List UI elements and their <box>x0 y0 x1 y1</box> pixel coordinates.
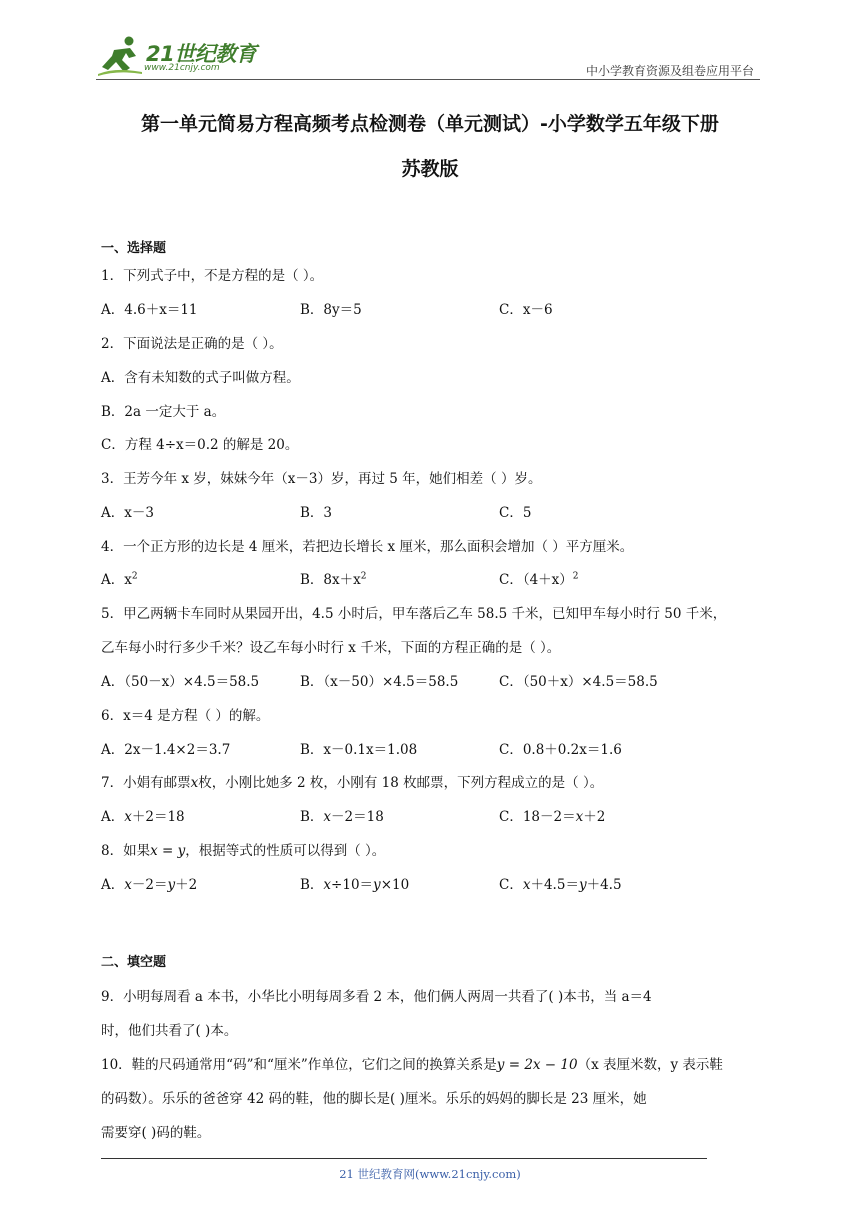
question-9-line1: 9．小明每周看 a 本书，小华比小明每周多看 2 本，他们俩人两周一共看了( )本书，当 a＝4 <box>101 989 652 1005</box>
q8-post: ，根据等式的性质可以得到（ ）。 <box>185 843 386 859</box>
q8b-pre: B． <box>300 877 324 893</box>
q4c-sup: 2 <box>572 571 579 582</box>
site-tagline: 中小学教育资源及组卷应用平台 <box>585 64 754 78</box>
q4c-text: C．（4＋x） <box>499 572 573 588</box>
q8-option-b <box>300 873 409 893</box>
footer-link[interactable]: 21 世纪教育网(www.21cnjy.com) <box>339 1167 521 1181</box>
question-2: 2．下面说法是正确的是（ ）。 <box>101 336 283 352</box>
question-10-line1 <box>101 1053 723 1073</box>
document-title: 第一单元简易方程高频考点检测卷（单元测试）-小学数学五年级下册 <box>141 113 719 135</box>
q8b-mid: ÷10＝ <box>331 877 374 893</box>
q7b-pre: B． <box>300 809 324 825</box>
q2-option-c: C．方程 4÷x＝0.2 的解是 20。 <box>101 437 299 453</box>
q7c-post: ＋2 <box>583 809 606 825</box>
q2-option-a: A．含有未知数的式子叫做方程。 <box>101 370 300 386</box>
q8a-x: x <box>124 877 132 893</box>
q8a-pre: A． <box>101 877 125 893</box>
question-4: 4．一个正方形的边长是 4 厘米，若把边长增长 x 厘米，那么面积会增加（ ）平方厘米。 <box>101 539 634 555</box>
q8c-pre: C． <box>499 877 523 893</box>
section-heading-fill: 二、填空题 <box>101 955 167 970</box>
q3-option-a: A．x－3 <box>101 505 154 521</box>
q7a-pre: A． <box>101 809 125 825</box>
q5-option-b: B．（x－50）×4.5＝58.5 <box>300 674 459 690</box>
q4b-text: B．8x＋x <box>300 572 361 588</box>
q8a-mid: －2＝ <box>131 877 168 893</box>
q8b-y: y <box>373 877 381 893</box>
site-logo <box>96 34 266 78</box>
question-5-line1: 5．甲乙两辆卡车同时从果园开出，4.5 小时后，甲车落后乙车 58.5 千米，已知甲车每小时行 50 千米， <box>101 606 727 622</box>
q6-option-a: A．2x－1.4×2＝3.7 <box>101 742 231 758</box>
q1-option-c: C．x－6 <box>499 302 553 318</box>
q7c-pre: C．18－2＝ <box>499 809 576 825</box>
q8a-y: y <box>167 877 176 893</box>
q7b-post: －2＝18 <box>331 809 384 825</box>
question-8 <box>101 839 385 859</box>
q8b-x: x <box>323 877 332 893</box>
q7a-post: ＋2＝18 <box>131 809 185 825</box>
q8c-x: x <box>522 877 531 893</box>
section-heading-choice: 一、选择题 <box>101 241 167 256</box>
page-header <box>96 34 760 80</box>
q6-option-c: C．0.8＋0.2x＝1.6 <box>499 742 622 758</box>
question-3: 3．王芳今年 x 岁，妹妹今年（x－3）岁，再过 5 年，她们相差（ ）岁。 <box>101 471 542 487</box>
q2-option-b: B．2a 一定大于 a。 <box>101 404 226 420</box>
question-5-line2: 乙车每小时行多少千米？设乙车每小时行 x 千米，下面的方程正确的是（ ）。 <box>101 640 561 656</box>
question-9-line2: 时，他们共看了( )本。 <box>101 1023 238 1039</box>
q7c-var: x <box>575 809 584 825</box>
q8-option-a <box>101 873 197 893</box>
q8-pre: 8．如果 <box>101 843 151 859</box>
q4-option-c <box>499 568 579 588</box>
q8c-post: ＋4.5 <box>586 877 622 893</box>
q5-option-a: A．（50－x）×4.5＝58.5 <box>101 674 260 690</box>
q1-option-b: B．8y＝5 <box>300 302 362 318</box>
logo-text: 21世纪教育 <box>146 42 257 66</box>
q7-option-b <box>300 805 384 825</box>
document-title-line2: 苏教版 <box>401 158 459 180</box>
q5-option-c: C．（50＋x）×4.5＝58.5 <box>499 674 658 690</box>
q4-option-a <box>101 568 138 588</box>
q7-post: 枚，小刚比她多 2 枚，小刚有 18 枚邮票，下列方程成立的是（ ）。 <box>198 775 604 791</box>
q7-option-c <box>499 805 605 825</box>
q10-equation: y = 2x − 10 <box>496 1057 578 1073</box>
q4a-sup: 2 <box>131 571 138 582</box>
q7a-var: x <box>124 809 132 825</box>
q8b-post: ×10 <box>380 877 410 893</box>
q4a-text: A．x <box>101 572 132 588</box>
q8c-y: y <box>578 877 587 893</box>
q7-pre: 7．小娟有邮票 <box>101 775 191 791</box>
question-6: 6．x＝4 是方程（ ）的解。 <box>101 708 270 724</box>
q7-option-a <box>101 805 185 825</box>
q7-var: x <box>190 775 199 791</box>
q6-option-b: B．x－0.1x＝1.08 <box>300 742 418 758</box>
q4-option-b <box>300 568 366 588</box>
q7b-var: x <box>323 809 332 825</box>
q8-eq: x = y <box>150 843 186 859</box>
question-7 <box>101 771 603 791</box>
q3-option-c: C．5 <box>499 505 532 521</box>
question-10-line3: 需要穿( )码的鞋。 <box>101 1125 211 1141</box>
footer-divider <box>101 1158 707 1159</box>
header-divider <box>96 79 760 80</box>
runner-logo-icon <box>96 34 148 78</box>
logo-url: www.21cnjy.com <box>144 63 220 73</box>
q8c-mid: ＋4.5＝ <box>530 877 579 893</box>
q10-text1: 10．鞋的尺码通常用“码”和“厘米”作单位，它们之间的换算关系是 <box>101 1057 497 1073</box>
q3-option-b: B．3 <box>300 505 333 521</box>
question-10-line2: 的码数）。乐乐的爸爸穿 42 码的鞋，他的脚长是( )厘米。乐乐的妈妈的脚长是 23 厘米，她 <box>101 1091 647 1107</box>
q1-option-a: A．4.6＋x＝11 <box>101 302 198 318</box>
q8-option-c <box>499 873 622 893</box>
question-1: 1．下列式子中，不是方程的是（ ）。 <box>101 268 324 284</box>
q10-text2: （x 表厘米数，y 表示鞋 <box>577 1057 723 1073</box>
q4b-sup: 2 <box>360 571 367 582</box>
q8a-post: ＋2 <box>175 877 198 893</box>
